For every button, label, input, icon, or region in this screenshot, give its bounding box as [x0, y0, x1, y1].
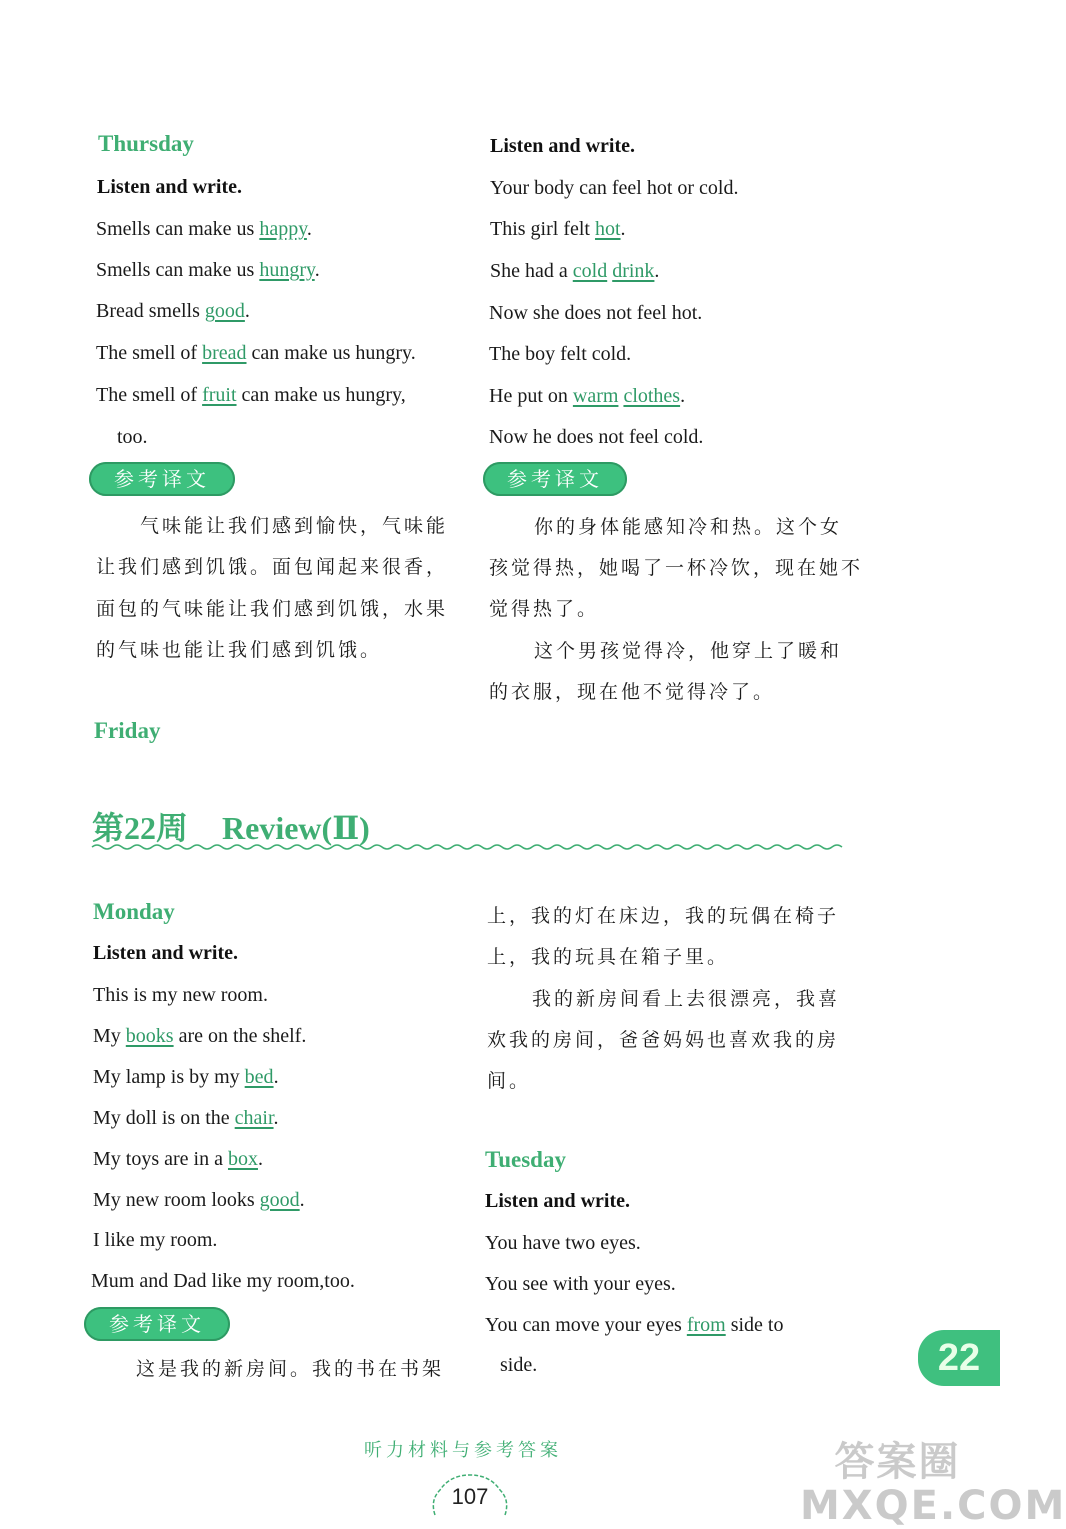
translation-line: 的衣服，现在他不觉得冷了。 — [489, 681, 776, 703]
exercise-line: The smell of bread can make us hungry. — [96, 342, 416, 364]
instruction: Listen and write. — [93, 942, 238, 964]
exercise-line: He put on warm clothes. — [489, 385, 686, 407]
translation-line: 觉得热了。 — [489, 598, 600, 620]
translation-line: 上，我的玩具在箱子里。 — [487, 946, 730, 968]
answer: hungry — [259, 259, 315, 281]
exercise-line: She had a cold drink. — [490, 260, 660, 282]
answer: drink — [612, 260, 655, 282]
answer: hot — [594, 218, 621, 240]
week-title: Review(Ⅱ) — [222, 810, 370, 846]
translation-line: 间。 — [487, 1070, 532, 1092]
translation-line: 这是我的新房间。我的书在书架 — [136, 1358, 445, 1380]
answer: books — [125, 1025, 174, 1047]
translation-line: 你的身体能感知冷和热。这个女 — [534, 516, 843, 538]
exercise-line: My books are on the shelf. — [93, 1025, 307, 1047]
translation-line: 欢我的房间，爸爸妈妈也喜欢我的房 — [487, 1029, 840, 1051]
day-heading-friday: Friday — [94, 718, 161, 743]
exercise-line: Bread smells good. — [96, 300, 250, 322]
answer: good — [204, 300, 245, 322]
instruction: Listen and write. — [490, 135, 635, 157]
answer: chair — [234, 1107, 274, 1129]
translation-line: 气味能让我们感到愉快，气味能 — [140, 515, 449, 537]
day-heading-monday: Monday — [93, 899, 175, 924]
reference-translation-tag: 参考译文 — [89, 462, 235, 496]
translation-line: 让我们感到饥饿。面包闻起来很香， — [96, 556, 449, 578]
instruction: Listen and write. — [97, 176, 242, 198]
answer: from — [686, 1314, 726, 1336]
exercise-line: My doll is on the chair. — [93, 1107, 279, 1129]
reference-translation-tag: 参考译文 — [483, 462, 627, 496]
answer: cold — [572, 260, 608, 282]
exercise-line: Smells can make us happy. — [96, 218, 312, 240]
translation-line: 我的新房间看上去很漂亮，我喜 — [532, 988, 841, 1010]
translation-line: 的气味也能让我们感到饥饿。 — [96, 639, 383, 661]
exercise-line: You have two eyes. — [485, 1232, 641, 1254]
answer: bread — [202, 342, 247, 364]
exercise-line: Now he does not feel cold. — [489, 426, 704, 448]
exercise-line: Your body can feel hot or cold. — [490, 177, 739, 199]
week-number: 第22周 — [92, 810, 189, 846]
exercise-line: This girl felt hot. — [490, 218, 626, 240]
exercise-line: Smells can make us hungry. — [96, 259, 320, 281]
answer: box — [227, 1148, 258, 1170]
exercise-line: The smell of fruit can make us hungry, — [96, 384, 406, 406]
exercise-line: My new room looks good. — [93, 1189, 305, 1211]
exercise-line: You can move your eyes from side to — [485, 1314, 784, 1336]
exercise-line: You see with your eyes. — [485, 1273, 676, 1295]
watermark: 答案圈 MXQE.COM — [800, 1439, 1066, 1529]
translation-line: 面包的气味能让我们感到饥饿，水果 — [96, 598, 449, 620]
reference-translation-tag: 参考译文 — [84, 1307, 230, 1341]
day-heading-tuesday: Tuesday — [485, 1147, 566, 1172]
unit-side-tab: 22 — [918, 1330, 1000, 1386]
answer: bed — [244, 1066, 274, 1088]
footer-title: 听力材料与参考答案 — [364, 1440, 562, 1461]
exercise-line: My lamp is by my bed. — [93, 1066, 279, 1088]
page-number: 107 — [451, 1484, 489, 1509]
answer: fruit — [202, 384, 237, 406]
translation-line: 这个男孩觉得冷，他穿上了暖和 — [534, 640, 843, 662]
exercise-line: Mum and Dad like my room,too. — [91, 1270, 355, 1292]
translation-line: 孩觉得热，她喝了一杯冷饮，现在她不 — [489, 557, 864, 579]
instruction: Listen and write. — [485, 1190, 630, 1212]
day-heading-thursday: Thursday — [98, 131, 194, 156]
exercise-line: I like my room. — [93, 1229, 218, 1251]
wavy-divider — [92, 842, 850, 852]
exercise-line: This is my new room. — [93, 984, 268, 1006]
exercise-line-continuation: too. — [117, 426, 148, 448]
answer: good — [259, 1189, 300, 1211]
exercise-line: My toys are in a box. — [93, 1148, 263, 1170]
answer: warm — [572, 385, 619, 407]
answer: happy — [259, 218, 307, 240]
exercise-line: Now she does not feel hot. — [489, 302, 703, 324]
translation-line: 上，我的灯在床边，我的玩偶在椅子 — [487, 905, 840, 927]
exercise-line: The boy felt cold. — [489, 343, 632, 365]
answer: clothes — [623, 385, 681, 407]
exercise-line-continuation: side. — [500, 1354, 538, 1376]
